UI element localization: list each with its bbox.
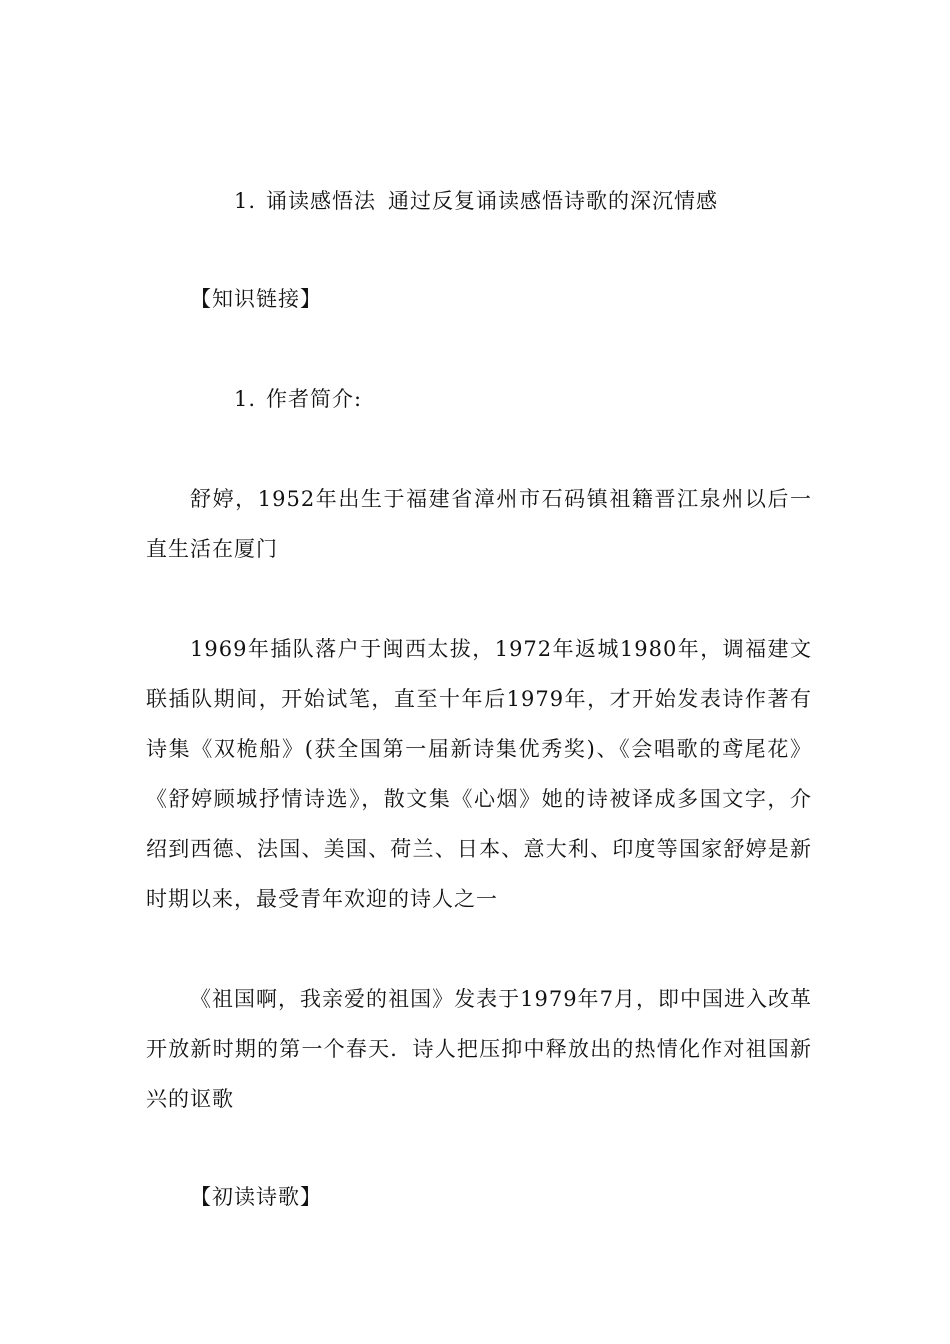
paragraph-career: 1969年插队落户于闽西太拔，1972年返城1980年，调福建文联插队期间，开始试笔，直至十年后1979年，才开始发表诗作著有诗集《双桅船》(获全国第一届新诗集优秀奖)、《会唱歌的鸢尾花》《舒婷顾城抒情诗选》，散文集《心烟》她的诗被译成多国文字，介绍到西德、法国、美国、荷兰、日本、意大利、印度等国家舒婷是新时期以来，最受青年欢迎的诗人之一	[146, 637, 812, 911]
paragraph-poem-background: 《祖国啊，我亲爱的祖国》发表于1979年7月，即中国进入改革开放新时期的第一个春天．诗人把压抑中释放出的热情化作对祖国新兴的讴歌	[146, 987, 812, 1111]
author-intro-number: 1.	[234, 387, 257, 411]
author-intro-title: 作者简介:	[266, 387, 363, 411]
author-intro-item	[146, 374, 812, 424]
knowledge-link-heading: 【知识链接】	[190, 287, 322, 311]
method-item-number: 1.	[234, 189, 257, 213]
method-item	[146, 176, 812, 226]
method-item-title: 诵读感悟法	[266, 189, 377, 213]
method-item-description: 通过反复诵读感悟诗歌的深沉情感	[388, 189, 719, 213]
first-reading-heading: 【初读诗歌】	[190, 1185, 322, 1209]
paragraph-birth: 舒婷，1952年出生于福建省漳州市石码镇祖籍晋江泉州以后一直生活在厦门	[146, 487, 812, 561]
